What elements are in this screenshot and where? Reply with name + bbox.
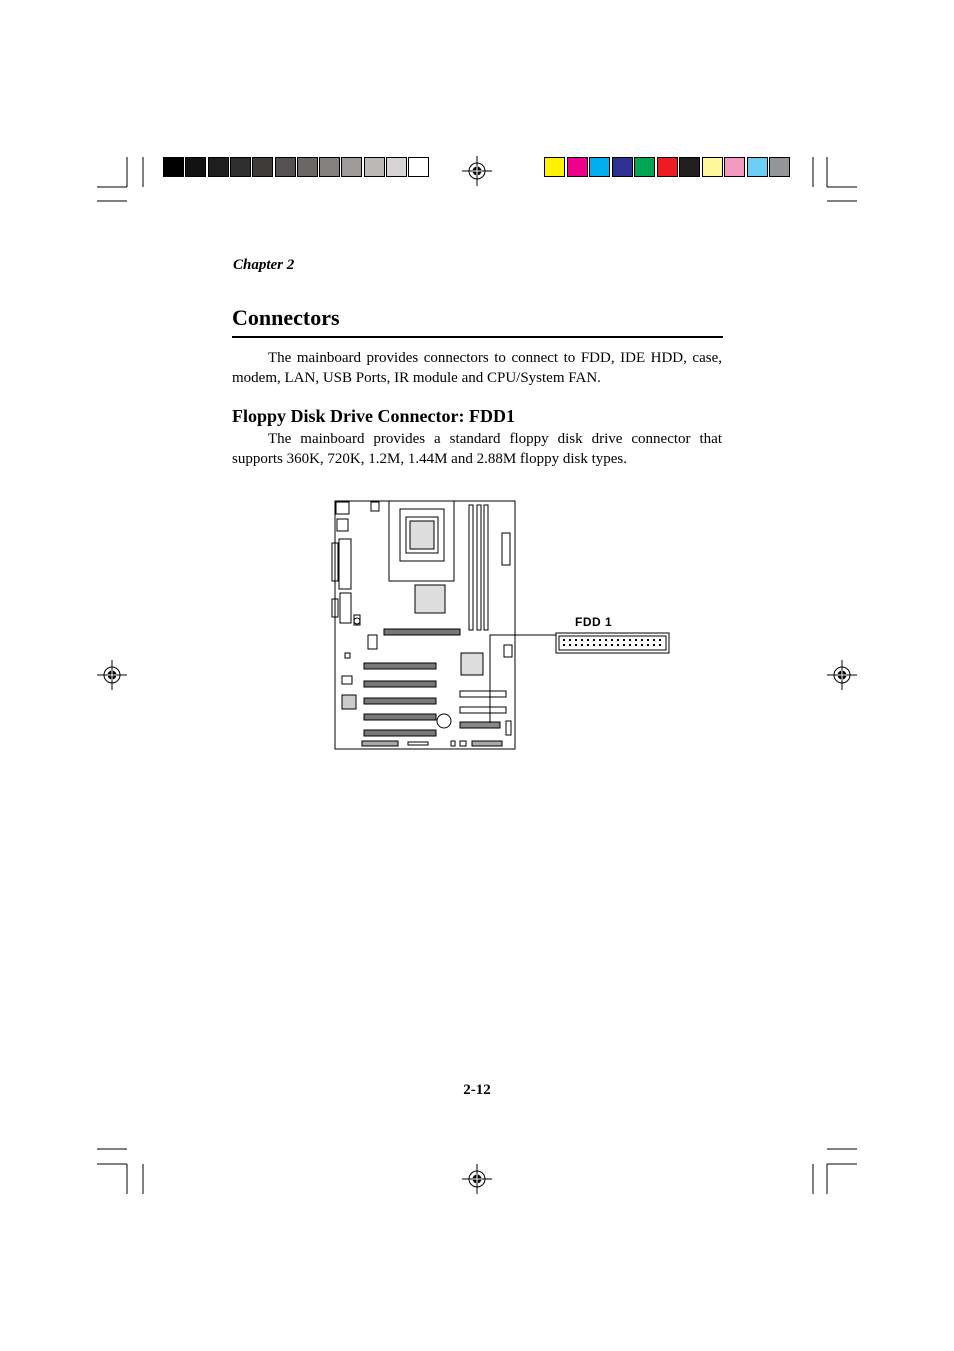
calibration-swatch xyxy=(252,157,273,177)
fdd-pin xyxy=(629,639,631,641)
fdd-pin xyxy=(635,639,637,641)
fdd-pin xyxy=(605,644,607,646)
fdd-pin xyxy=(659,639,661,641)
calibration-swatch xyxy=(275,157,296,177)
fdd-pin xyxy=(623,644,625,646)
registration-mark-icon xyxy=(462,1164,492,1194)
calibration-swatch xyxy=(163,157,184,177)
calibration-swatch xyxy=(230,157,251,177)
fdd-pin xyxy=(593,644,595,646)
calibration-swatch xyxy=(341,157,362,177)
fdd-pin xyxy=(605,639,607,641)
fdd-pin xyxy=(581,644,583,646)
calibration-swatch xyxy=(634,157,655,177)
fdd-callout-label: FDD 1 xyxy=(575,615,613,629)
fdd-pin xyxy=(647,644,649,646)
fdd-pin xyxy=(575,639,577,641)
calibration-swatch xyxy=(702,157,723,177)
calibration-swatch xyxy=(386,157,407,177)
calibration-swatch xyxy=(297,157,318,177)
fdd-pin xyxy=(641,639,643,641)
fdd-pin xyxy=(611,639,613,641)
fdd-pin xyxy=(581,639,583,641)
fdd-pin xyxy=(611,644,613,646)
fdd-pin xyxy=(599,639,601,641)
motherboard-layout-diagram xyxy=(320,495,680,755)
fdd-pin xyxy=(587,644,589,646)
fdd-pin xyxy=(635,644,637,646)
fdd-pin xyxy=(569,644,571,646)
fdd-pin xyxy=(563,644,565,646)
fdd-pin xyxy=(599,644,601,646)
chapter-label: Chapter 2 xyxy=(233,257,295,273)
calibration-swatch xyxy=(589,157,610,177)
calibration-swatch xyxy=(544,157,565,177)
calibration-swatch xyxy=(567,157,588,177)
subsection-title: Floppy Disk Drive Connector: FDD1 xyxy=(232,406,515,426)
registration-mark-icon xyxy=(97,660,127,690)
fdd-pin xyxy=(617,644,619,646)
fdd-connector-pins xyxy=(563,639,661,646)
fdd-pin xyxy=(659,644,661,646)
calibration-swatch xyxy=(319,157,340,177)
fdd-pin xyxy=(623,639,625,641)
calibration-swatch xyxy=(724,157,745,177)
fdd-pin xyxy=(587,639,589,641)
fdd-pin xyxy=(653,639,655,641)
calibration-swatch xyxy=(612,157,633,177)
calibration-swatch xyxy=(747,157,768,177)
fdd-pin xyxy=(569,639,571,641)
fdd-pin xyxy=(575,644,577,646)
calibration-swatch xyxy=(364,157,385,177)
section-title: Connectors xyxy=(232,305,340,330)
fdd-pin xyxy=(593,639,595,641)
fdd-pin xyxy=(563,639,565,641)
title-rule xyxy=(232,336,723,338)
registration-mark-icon xyxy=(462,156,492,186)
fdd-pin xyxy=(629,644,631,646)
intro-paragraph: The mainboard provides connectors to connect to FDD, IDE HDD, case, modem, LAN, USB Ports, IR module and CPU/System FAN. xyxy=(232,350,722,386)
fdd-pin xyxy=(647,639,649,641)
registration-mark-icon xyxy=(827,660,857,690)
calibration-swatch xyxy=(769,157,790,177)
calibration-swatch xyxy=(657,157,678,177)
calibration-swatch xyxy=(208,157,229,177)
calibration-swatch xyxy=(185,157,206,177)
page-number: 2-12 xyxy=(463,1082,491,1098)
fdd-pin xyxy=(653,644,655,646)
calibration-swatch xyxy=(408,157,429,177)
fdd-paragraph: The mainboard provides a standard floppy disk drive connector that supports 360K, 720K, 1.2M, 1.44M and 2.88M floppy disk types. xyxy=(232,431,722,467)
fdd-pin xyxy=(617,639,619,641)
calibration-swatch xyxy=(679,157,700,177)
fdd-pin xyxy=(641,644,643,646)
